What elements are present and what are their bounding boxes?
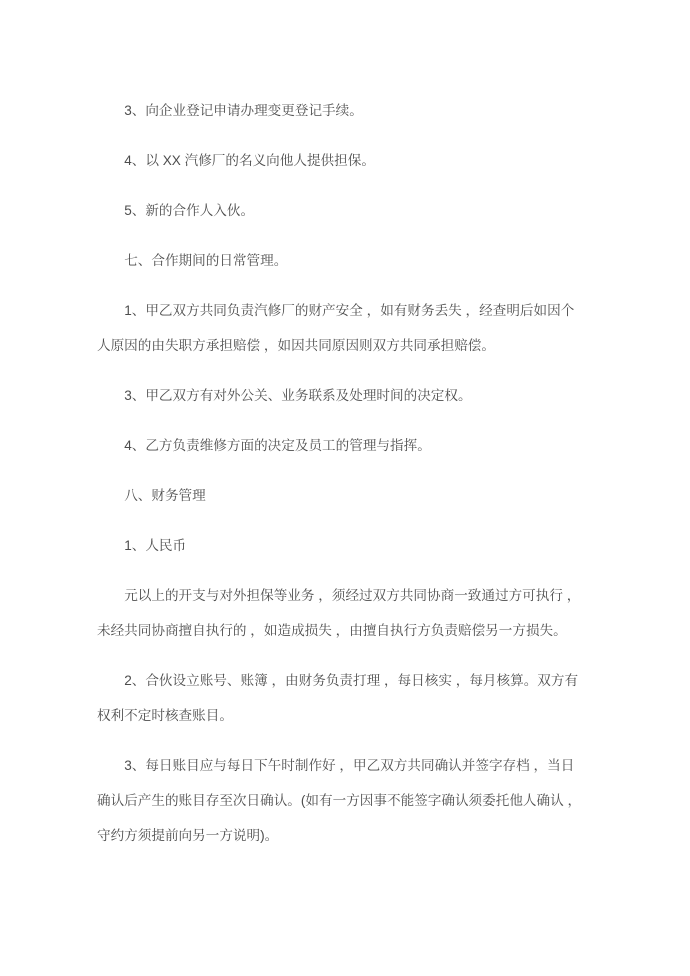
text-line: 未经共同协商擅自执行的 ，如造成损失 ，由擅自执行方负责赔偿另一方损失。	[97, 623, 567, 638]
paragraph-rmb	[97, 528, 593, 563]
text-line: 4、乙方负责维修方面的决定及员工的管理与指挥。	[124, 438, 431, 453]
paragraph-public-relations	[97, 378, 593, 413]
paragraph-section-8-heading	[97, 478, 593, 513]
text-line: 守约方须提前向另一方说明)。	[97, 828, 279, 843]
text-line: 4、以 XX 汽修厂的名义向他人提供担保。	[124, 153, 375, 168]
paragraph-change-registration	[97, 93, 593, 128]
text-line: 1、人民币	[124, 538, 187, 553]
paragraph-accounts-setup	[97, 663, 593, 733]
text-line: 2、合伙设立账号、账簿 ，由财务负责打理 ，每日核实 ，每月核算。双方有	[124, 673, 579, 688]
paragraph-section-7-heading	[97, 243, 593, 278]
paragraph-expense-approval	[97, 578, 593, 648]
paragraph-guarantee	[97, 143, 593, 178]
text-line: 元以上的开支与对外担保等业务 ，须经过双方共同协商一致通过方可执行 ，	[124, 588, 581, 603]
paragraph-party-b-duties	[97, 428, 593, 463]
text-line: 人原因的由失职方承担赔偿 ，如因共同原因则双方共同承担赔偿。	[97, 338, 495, 353]
text-line: 七、合作期间的日常管理。	[124, 253, 288, 268]
text-line: 3、每日账目应与每日下午时制作好 ，甲乙双方共同确认并签字存档 ，当日	[124, 758, 575, 773]
text-line: 权利不定时核查账目。	[97, 708, 233, 723]
text-line: 3、向企业登记申请办理变更登记手续。	[124, 103, 363, 118]
paragraph-new-partner	[97, 193, 593, 228]
text-line: 5、新的合作人入伙。	[124, 203, 255, 218]
paragraph-property-safety	[97, 293, 593, 363]
text-line: 确认后产生的账目存至次日确认。(如有一方因事不能签字确认须委托他人确认 ，	[97, 793, 582, 808]
paragraph-daily-accounts	[97, 748, 593, 853]
text-line: 3、甲乙双方有对外公关、业务联系及处理时间的决定权。	[124, 388, 472, 403]
text-line: 八、财务管理	[124, 488, 206, 503]
text-line: 1、甲乙双方共同负责汽修厂的财产安全 ，如有财务丢失 ，经查明后如因个	[124, 303, 575, 318]
